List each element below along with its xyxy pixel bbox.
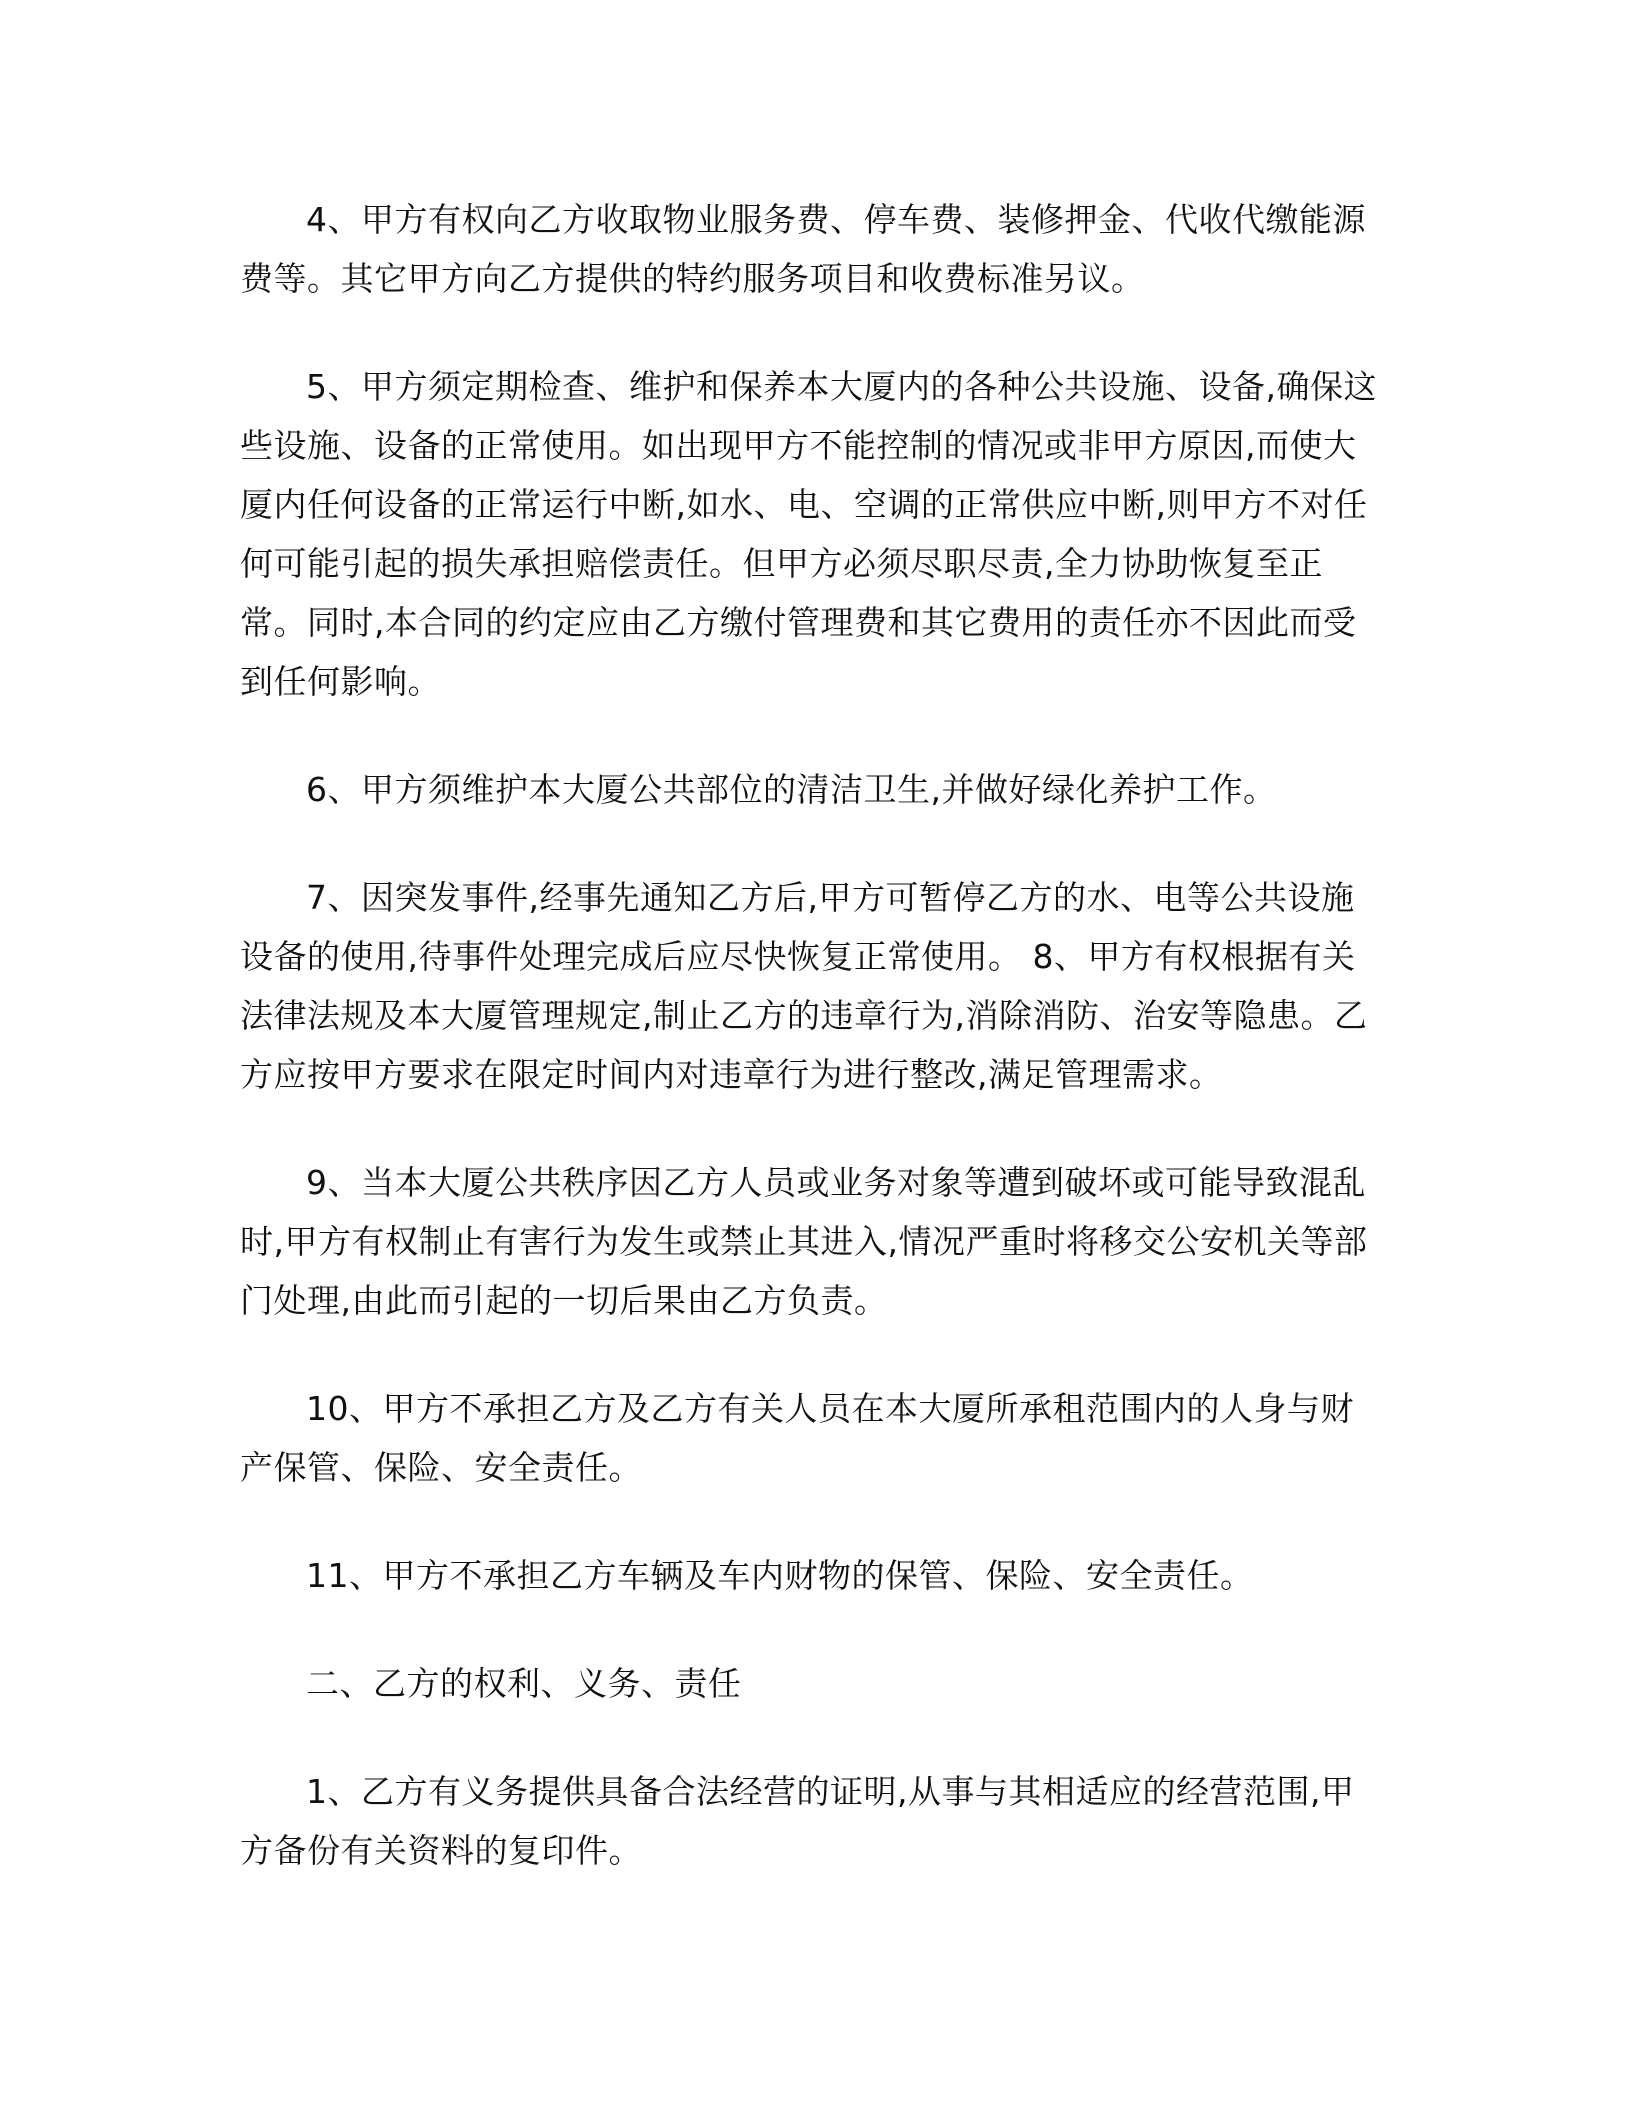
paragraph-clause-5: 5、甲方须定期检查、维护和保养本大厦内的各种公共设施、设备,确保这些设施、设备的正常使用。如出现甲方不能控制的情况或非甲方原因,而使大厦内任何设备的正常运行中断,如水、电、空调的正常供应中断,则甲方不对任何可能引起的损失承担赔偿责任。但甲方必须尽职尽责,全力协助恢复至正常。同时,本合同的约定应由乙方缴付管理费和其它费用的责任亦不因此而受到任何影响。: [240, 367, 1377, 701]
paragraph-clause-9: 9、当本大厦公共秩序因乙方人员或业务对象等遭到破坏或可能导致混乱时,甲方有权制止有害行为发生或禁止其进入,情况严重时将移交公安机关等部门处理,由此而引起的一切后果由乙方负责。: [240, 1163, 1368, 1320]
section-heading-party-b: 二、乙方的权利、义务、责任: [306, 1664, 742, 1703]
paragraph-clause-6: 6、甲方须维护本大厦公共部位的清洁卫生,并做好绿化养护工作。: [306, 770, 1277, 809]
paragraph-party-b-clause-1: 1、乙方有义务提供具备合法经营的证明,从事与其相适应的经营范围,甲方备份有关资料的复印件。: [240, 1772, 1355, 1870]
paragraph-clause-10: 10、甲方不承担乙方及乙方有关人员在本大厦所承租范围内的人身与财产保管、保险、安全责任。: [240, 1389, 1354, 1487]
paragraph-clause-7-8: 7、因突发事件,经事先通知乙方后,甲方可暂停乙方的水、电等公共设施设备的使用,待事件处理完成后应尽快恢复正常使用。 8、甲方有权根据有关法律法规及本大厦管理规定,制止乙方的违章行为,消除消防、治安等隐患。乙方应按甲方要求在限定时间内对违章行为进行整改,满足管理需求。: [240, 878, 1368, 1094]
paragraph-clause-11: 11、甲方不承担乙方车辆及车内财物的保管、保险、安全责任。: [306, 1556, 1254, 1595]
paragraph-clause-4: 4、甲方有权向乙方收取物业服务费、停车费、装修押金、代收代缴能源费等。其它甲方向乙方提供的特约服务项目和收费标准另议。: [240, 200, 1366, 298]
document-page: [240, 190, 1380, 1880]
